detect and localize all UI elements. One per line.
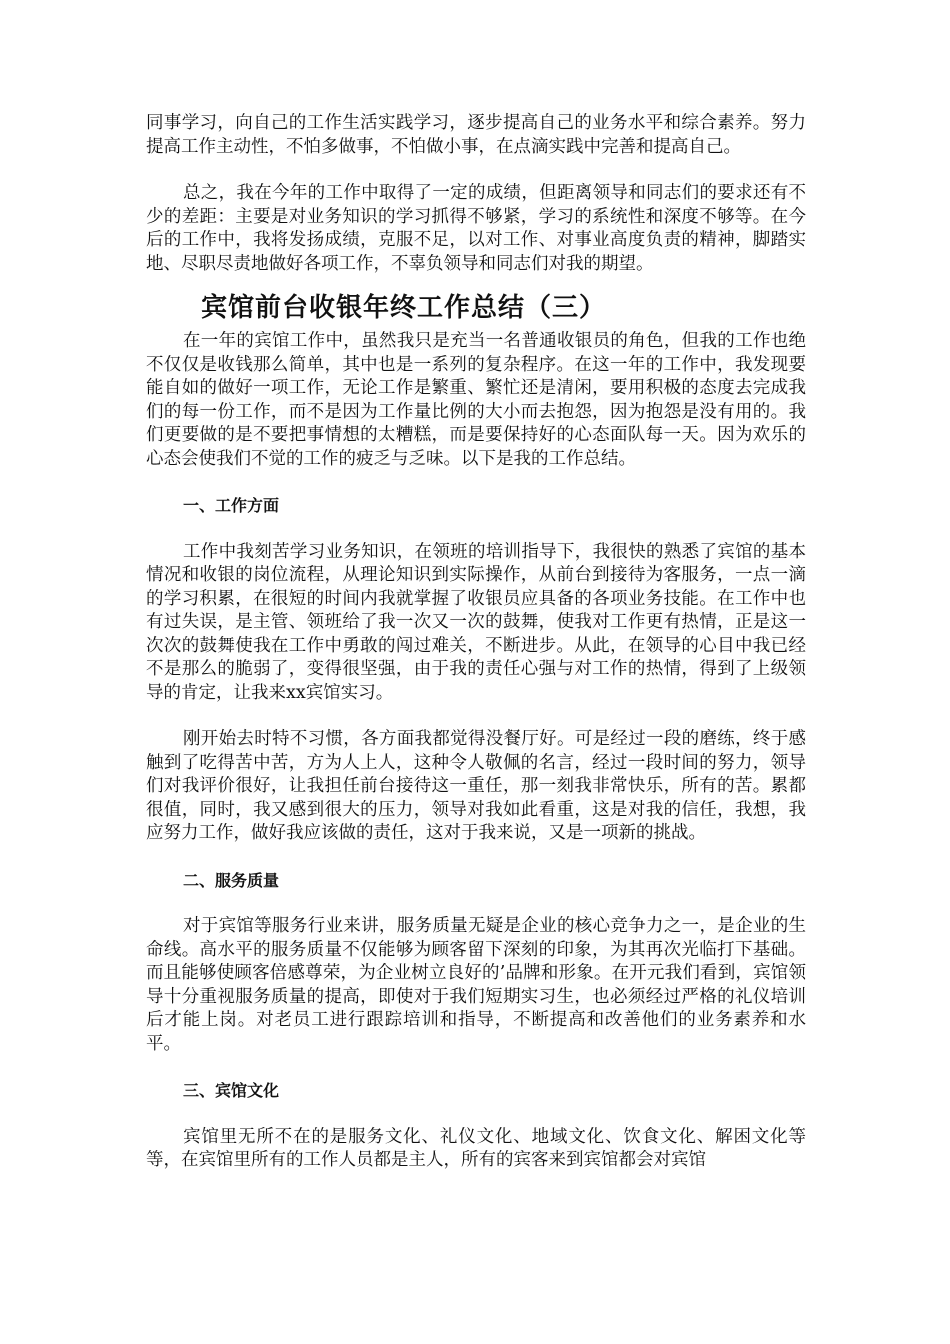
paragraph-work-1: 工作中我刻苦学习业务知识，在领班的培训指导下，我很快的熟悉了宾馆的基本情况和收银的岗位流程，从理论知识到实际操作，从前台到接待为客服务，一点一滴的学习积累，在很短的时间内我就掌握了收银员应具备的各项业务技能。在工作中也有过失误，是主管、领班给了我一次又一次的鼓舞，使我对工作更有热情，正是这一次次的鼓舞使我在工作中勇敢的闯过难关，不断进步。从此，在领导的心目中我已经不是那么的脆弱了，变得很坚强，由于我的责任心强与对工作的热情，得到了上级领导的肯定，让我来xx宾馆实习。: [146, 541, 806, 703]
document-page: [146, 112, 806, 1173]
document-title: 宾馆前台收银年终工作总结（三）: [201, 293, 607, 323]
paragraph-summary: 总之，我在今年的工作中取得了一定的成绩，但距离领导和同志们的要求还有不少的差距：主要是对业务知识的学习抓得不够紧，学习的系统性和深度不够等。在今后的工作中，我将发扬成绩，克服不足，以对工作、对事业高度负责的精神，脚踏实地、尽职尽责地做好各项工作，不辜负领导和同志们对我的期望。: [146, 183, 806, 274]
paragraph-service: 对于宾馆等服务行业来讲，服务质量无疑是企业的核心竞争力之一，是企业的生命线。高水平的服务质量不仅能够为顾客留下深刻的印象，为其再次光临打下基础。而且能够使顾客倍感尊荣，为企业树立良好的’品牌和形象。在开元我们看到，宾馆领导十分重视服务质量的提高，即使对于我们短期实习生，也必须经过严格的礼仪培训后才能上岗。对老员工进行跟踪培训和指导，不断提高和改善他们的业务素养和水平。: [146, 916, 806, 1054]
paragraph-intro-continuation: 同事学习，向自己的工作生活实践学习，逐步提高自己的业务水平和综合素养。努力提高工作主动性，不怕多做事，不怕做小事，在点滴实践中完善和提高自己。: [146, 113, 806, 157]
section-heading-service: 二、服务质量: [183, 870, 280, 890]
paragraph-gap: [146, 892, 806, 915]
paragraph-gap: [146, 846, 806, 869]
paragraph-gap: [146, 518, 806, 541]
paragraph-opening: 在一年的宾馆工作中，虽然我只是充当一名普通收银员的角色，但我的工作也绝不仅仅是收钱那么简单，其中也是一系列的复杂程序。在这一年的工作中，我发现要能自如的做好一项工作，无论工作是繁重、繁忙还是清闲，要用积极的态度去完成我们的每一份工作，而不是因为工作量比例的大小而去抱怨，因为抱怨是没有用的。我们更要做的是不要把事情想的太糟糕，而是要保持好的心态面队每一天。因为欢乐的心态会使我们不觉的工作的疲乏与乏味。以下是我的工作总结。: [146, 331, 806, 469]
paragraph-gap: [146, 705, 806, 728]
paragraph-gap: [146, 1056, 806, 1079]
paragraph-gap: [146, 1103, 806, 1126]
paragraph-work-2: 刚开始去时特不习惯，各方面我都觉得没餐厅好。可是经过一段的磨练，终于感触到了吃得苦中苦，方为人上人，这种令人敬佩的名言，经过一段时间的努力，领导们对我评价很好，让我担任前台接待这一重任，那一刻我非常快乐，所有的苦。累都很值，同时，我又感到很大的压力，领导对我如此看重，这是对我的信任，我想，我应努力工作，做好我应该做的责任，这对于我来说，又是一项新的挑战。: [146, 729, 806, 843]
paragraph-gap: [146, 471, 806, 494]
paragraph-gap: [146, 159, 806, 182]
paragraph-culture: 宾馆里无所不在的是服务文化、礼仪文化、地域文化、饮食文化、解困文化等等，在宾馆里所有的工作人员都是主人，所有的宾客来到宾馆都会对宾馆: [146, 1126, 806, 1170]
section-heading-work: 一、工作方面: [183, 496, 280, 515]
section-heading-culture: 三、宾馆文化: [183, 1081, 280, 1100]
